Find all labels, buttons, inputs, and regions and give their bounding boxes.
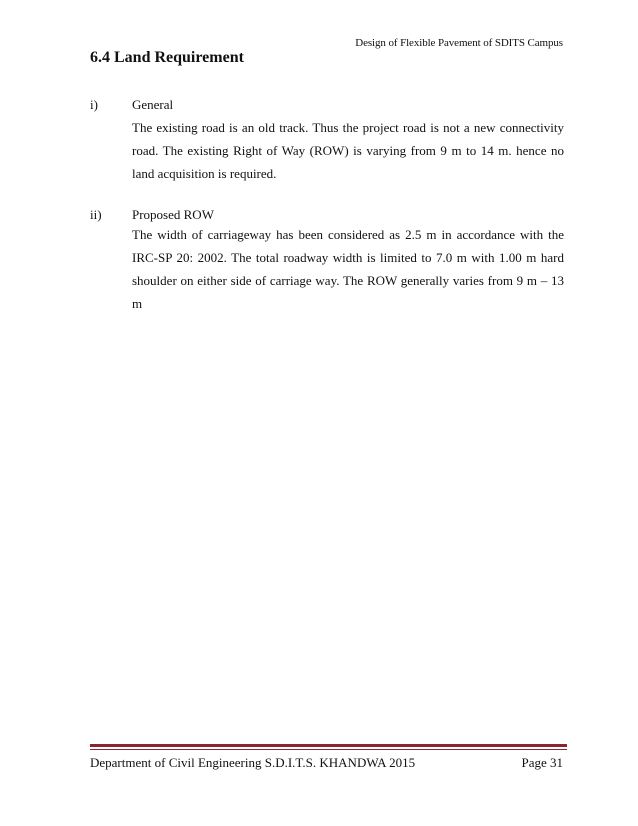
item-number: i) [90, 97, 98, 112]
item-heading: Proposed ROW [132, 207, 214, 222]
running-header: Design of Flexible Pavement of SDITS Campus [355, 37, 563, 49]
item-paragraph: The existing road is an old track. Thus the project road is not a new connectivity road. The existing Right of Way (ROW) is varying from 9 m to 14 m. hence no land acquisition is required. [132, 120, 564, 181]
item-paragraph: The width of carriageway has been considered as 2.5 m in accordance with the IRC-SP 20: 2002. The total roadway width is limited to 7.0 m with 1.00 m hard shoulder on either side of carriage way. The ROW generally varies from 9 m – 13 m [132, 227, 564, 311]
item-heading: General [132, 97, 174, 112]
footer-department: Department of Civil Engineering S.D.I.T.S. KHANDWA 2015 [90, 755, 416, 770]
footer-rule-thin [90, 749, 567, 750]
section-title: 6.4 Land Requirement [90, 49, 244, 66]
item-number: ii) [90, 207, 102, 222]
footer-rule-thick [90, 744, 567, 747]
footer-page-number: Page 31 [521, 755, 563, 770]
